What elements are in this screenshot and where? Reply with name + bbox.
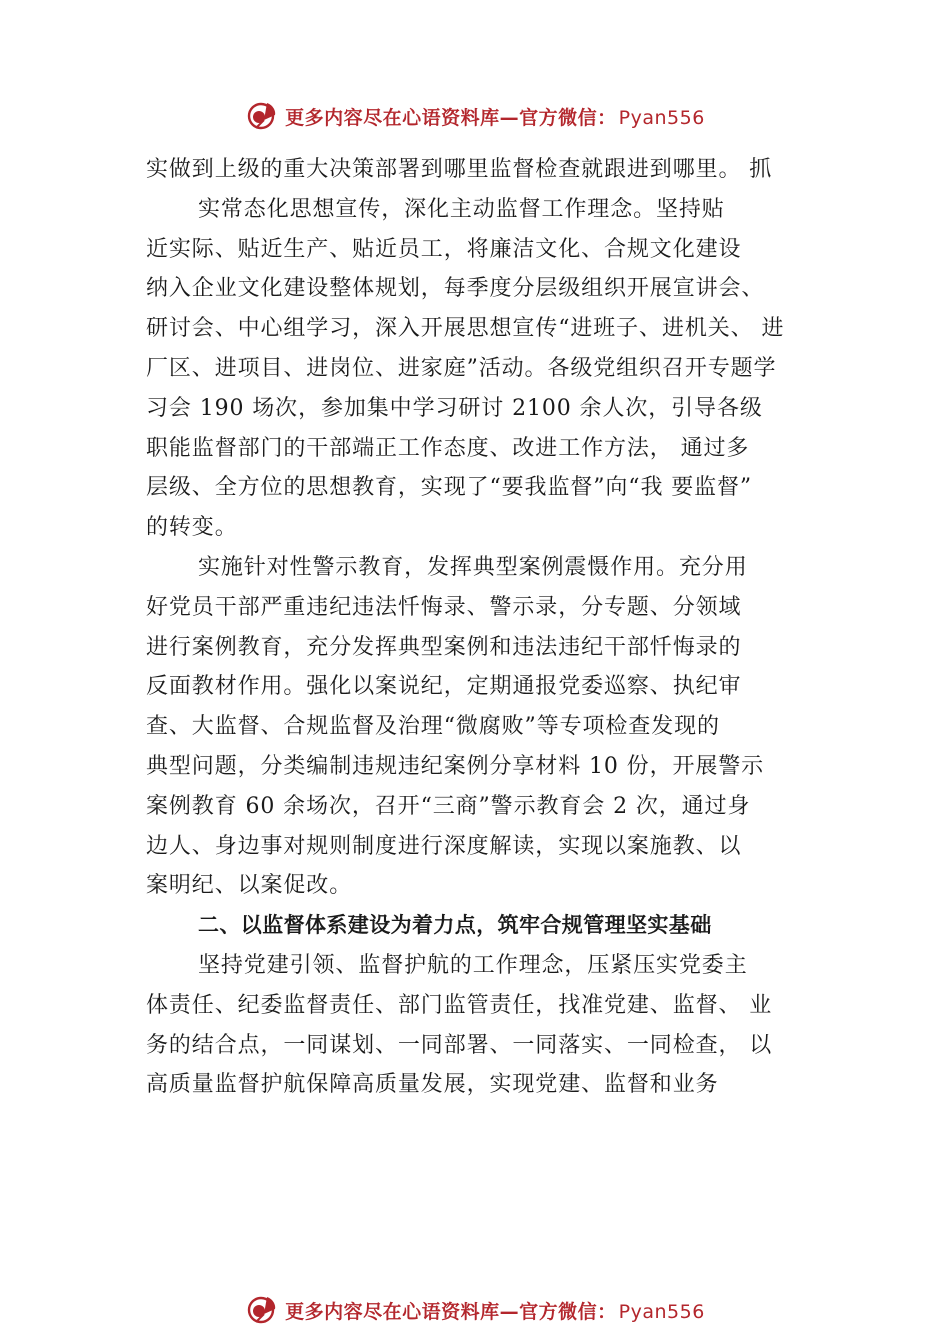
watermark-text: 更多内容尽在心语资料库—官方微信： Pyan556: [285, 1300, 705, 1323]
paragraph-line: 高质量监督护航保障高质量发展，实现党建、监督和业务: [146, 1072, 719, 1098]
paragraph-line: 反面教材作用。强化以案说纪，定期通报党委巡察、执纪审: [146, 674, 742, 700]
quill-pen-icon: [245, 99, 279, 133]
document-body: [146, 150, 836, 1105]
paragraph-line: 务的结合点，一同谋划、一同部署、一同落实、一同检查， 以: [146, 1032, 773, 1058]
paragraph-line: 研讨会、中心组学习，深入开展思想宣传“进班子、进机关、 进: [146, 316, 785, 342]
paragraph-line: 实施针对性警示教育，发挥典型案例震慑作用。充分用: [198, 554, 748, 580]
paragraph-line: 层级、全方位的思想教育，实现了“要我监督”向“我 要监督”: [146, 475, 753, 501]
paragraph-line: 查、大监督、合规监督及治理“微腐败”等专项检查发现的: [146, 714, 720, 740]
paragraph-line: 习会 190 场次，参加集中学习研讨 2100 余人次，引导各级: [146, 395, 763, 421]
paragraph-line: 案明纪、以案促改。: [146, 873, 353, 899]
footer-watermark: [0, 1290, 950, 1330]
paragraph-line: 边人、身边事对规则制度进行深度解读，实现以案施教、以: [146, 833, 742, 859]
section-heading: 二、以监督体系建设为着力点，筑牢合规管理坚实基础: [198, 913, 712, 938]
paragraph-line: 实做到上级的重大决策部署到哪里监督检查就跟进到哪里。 抓: [146, 157, 773, 182]
paragraph-line: 好党员干部严重违纪违法忏悔录、警示录，分专题、分领域: [146, 594, 742, 620]
watermark-text: 更多内容尽在心语资料库—官方微信： Pyan556: [285, 106, 705, 129]
paragraph-line: 实常态化思想宣传，深化主动监督工作理念。坚持贴: [198, 196, 725, 222]
paragraph-line: 案例教育 60 余场次，召开“三商”警示教育会 2 次，通过身: [146, 793, 751, 819]
paragraph-line: 纳入企业文化建设整体规划，每季度分层级组织开展宣讲会、: [146, 276, 765, 302]
paragraph-line: 典型问题，分类编制违规违纪案例分享材料 10 份，开展警示: [146, 753, 765, 779]
paragraph-line: 职能监督部门的干部端正工作态度、改进工作方法， 通过多: [146, 435, 750, 461]
paragraph-line: 的转变。: [146, 515, 238, 541]
paragraph-line: 坚持党建引领、监督护航的工作理念，压紧压实党委主: [198, 952, 748, 978]
header-watermark: [0, 96, 950, 136]
paragraph-line: 体责任、纪委监督责任、部门监管责任，找准党建、监督、 业: [146, 992, 773, 1018]
paragraph-line: 进行案例教育，充分发挥典型案例和违法违纪干部忏悔录的: [146, 634, 742, 660]
quill-pen-icon: [245, 1293, 279, 1327]
paragraph-line: 近实际、贴近生产、贴近员工，将廉洁文化、合规文化建设: [146, 236, 742, 262]
paragraph-line: 厂区、进项目、进岗位、进家庭”活动。各级党组织召开专题学: [146, 355, 777, 381]
